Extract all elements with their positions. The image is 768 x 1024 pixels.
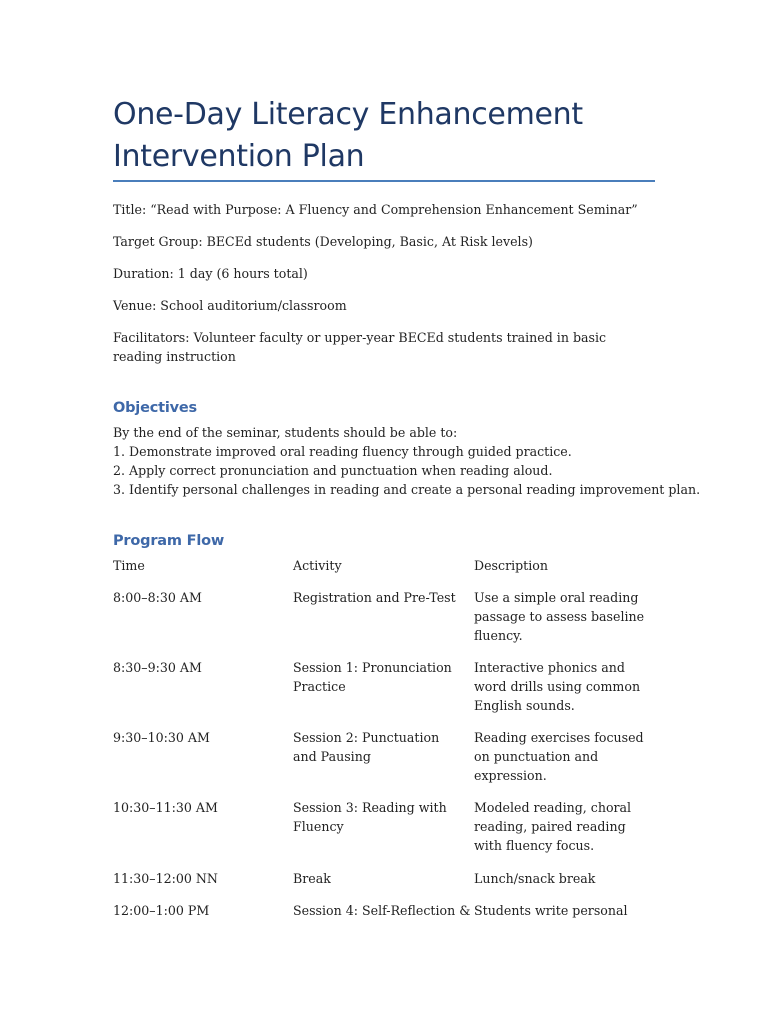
description-cell: Interactive phonics and word drills using common English sounds. <box>474 660 641 713</box>
activity-cell: Break <box>293 871 331 886</box>
column-header-description: Description <box>474 558 548 573</box>
column-header-activity: Activity <box>293 558 342 573</box>
info-title: Title: “Read with Purpose: A Fluency and Comprehension Enhancement Seminar” <box>113 202 638 217</box>
objective-item: 3. Identify personal challenges in reading and create a personal reading improvement plan. <box>113 482 701 497</box>
info-target-group: Target Group: BECEd students (Developing, Basic, At Risk levels) <box>113 234 533 249</box>
objective-item: 2. Apply correct pronunciation and punctuation when reading aloud. <box>113 463 553 478</box>
description-cell: Modeled reading, choral reading, paired reading with fluency focus. <box>474 800 632 853</box>
description-cell: Reading exercises focused on punctuation and expression. <box>474 730 644 783</box>
activity-cell: Session 1: Pronunciation Practice <box>293 660 452 694</box>
column-header-time: Time <box>113 558 145 573</box>
time-cell: 10:30–11:30 AM <box>113 800 218 815</box>
activity-cell: Registration and Pre-Test <box>293 590 456 605</box>
time-cell: 12:00–1:00 PM <box>113 903 210 918</box>
title-underline <box>113 180 655 182</box>
program-flow-heading: Program Flow <box>113 533 225 549</box>
info-duration: Duration: 1 day (6 hours total) <box>113 266 308 281</box>
time-cell: 8:00–8:30 AM <box>113 590 202 605</box>
activity-cell: Session 2: Punctuation and Pausing <box>293 730 440 764</box>
activity-cell: Session 4: Self-Reflection & <box>293 903 471 918</box>
objective-item: 1. Demonstrate improved oral reading fluency through guided practice. <box>113 444 572 459</box>
time-cell: 11:30–12:00 NN <box>113 871 218 886</box>
description-cell: Lunch/snack break <box>474 871 596 886</box>
activity-cell: Session 3: Reading with Fluency <box>293 800 447 834</box>
description-cell: Use a simple oral reading passage to assess baseline fluency. <box>474 590 645 643</box>
objectives-heading: Objectives <box>113 400 197 416</box>
document-title: One-Day Literacy Enhancement Intervention Plan <box>113 97 583 174</box>
time-cell: 9:30–10:30 AM <box>113 730 210 745</box>
time-cell: 8:30–9:30 AM <box>113 660 202 675</box>
objectives-intro: By the end of the seminar, students should be able to: <box>113 425 458 440</box>
info-facilitators: Facilitators: Volunteer faculty or upper-year BECEd students trained in basic reading instruction <box>113 330 607 364</box>
info-venue: Venue: School auditorium/classroom <box>113 298 347 313</box>
description-cell: Students write personal <box>474 903 628 918</box>
